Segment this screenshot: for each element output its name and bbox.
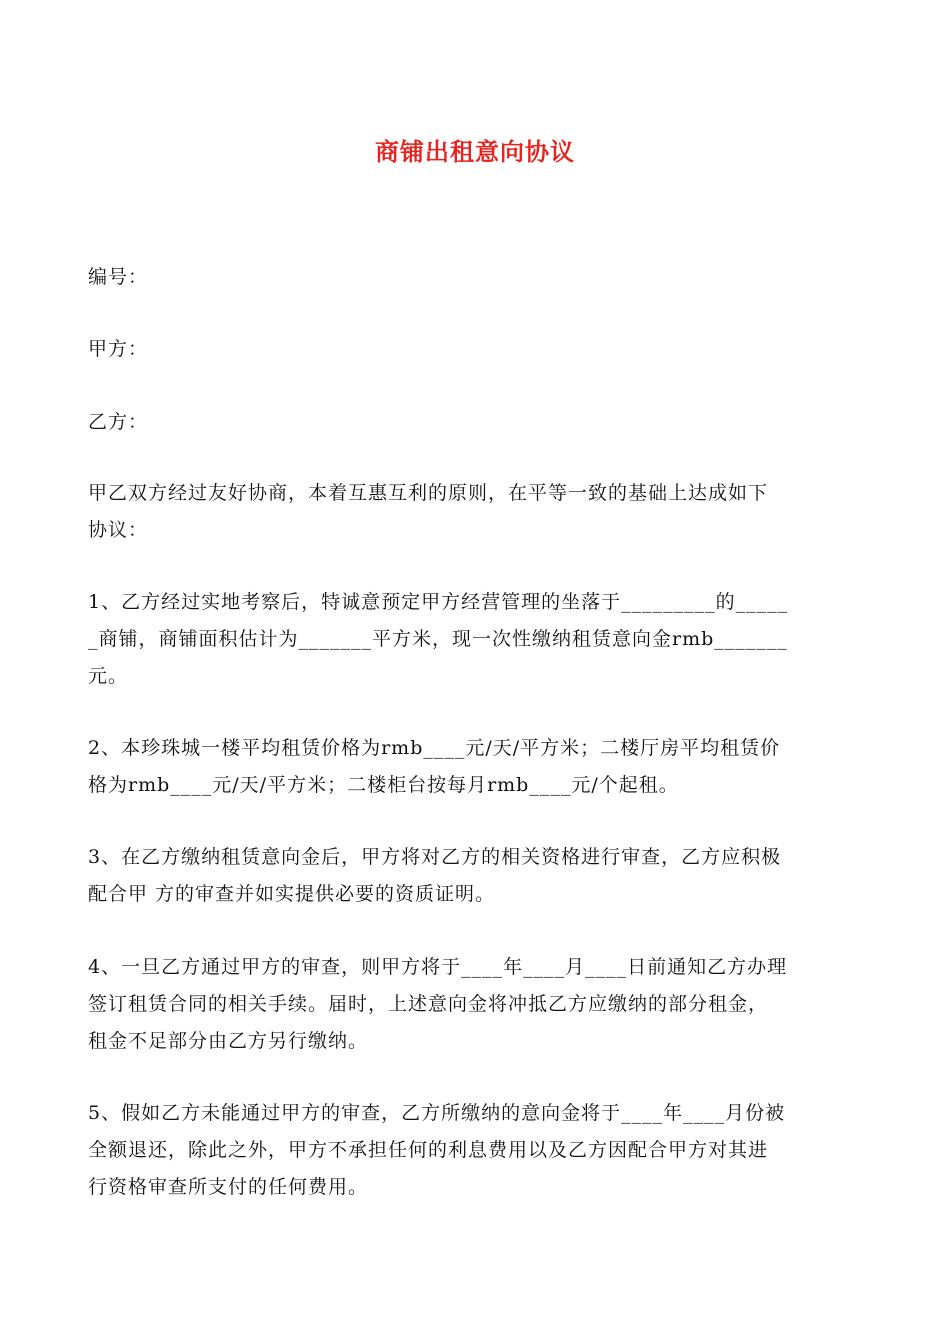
clause-line: 租金不足部分由乙方另行缴纳。	[88, 1030, 369, 1052]
number-field	[88, 259, 864, 296]
clause-5	[88, 1095, 864, 1206]
clause-line: _商铺，商铺面积估计为_______平方米，现一次性缴纳租赁意向金rmb_______	[88, 628, 788, 650]
intro-paragraph	[88, 475, 864, 549]
clause-line: 元。	[88, 665, 129, 687]
clause-line: 行资格审查所支付的任何费用。	[88, 1176, 369, 1198]
clause-line: 2、本珍珠城一楼平均租赁价格为rmb____元/天/平方米；二楼厅房平均租赁价	[88, 737, 781, 759]
clause-line: 格为rmb____元/天/平方米；二楼柜台按每月rmb____元/个起租。	[88, 774, 679, 796]
clause-4	[88, 949, 864, 1060]
party-a-label: 甲方：	[88, 338, 149, 360]
clause-line: 4、一旦乙方通过甲方的审查，则甲方将于____年____月____日前通知乙方办理	[88, 956, 788, 978]
number-label: 编号：	[88, 266, 149, 288]
party-b-field	[88, 404, 864, 441]
document-title: 商铺出租意向协议	[375, 138, 575, 166]
clause-line: 签订租赁合同的相关手续。届时，上述意向金将冲抵乙方应缴纳的部分租金，	[88, 993, 769, 1015]
party-b-label: 乙方：	[88, 411, 149, 433]
clause-3	[88, 839, 864, 913]
clause-line: 全额退还，除此之外，甲方不承担任何的利息费用以及乙方因配合甲方对其进	[88, 1139, 769, 1161]
clause-line: 5、假如乙方未能通过甲方的审查，乙方所缴纳的意向金将于____年____月份被	[88, 1102, 786, 1124]
clause-1	[88, 584, 864, 695]
party-a-field	[88, 331, 864, 368]
clause-line: 配合甲 方的审查并如实提供必要的资质证明。	[88, 883, 496, 905]
intro-line: 协议：	[88, 519, 149, 541]
intro-line: 甲乙双方经过友好协商，本着互惠互利的原则，在平等一致的基础上达成如下	[88, 482, 769, 504]
clause-line: 3、在乙方缴纳租赁意向金后，甲方将对乙方的相关资格进行审查，乙方应积极	[88, 846, 782, 868]
clause-2	[88, 730, 864, 804]
clause-line: 1、乙方经过实地考察后，特诚意预定甲方经营管理的坐落于_________的_____	[88, 591, 789, 613]
